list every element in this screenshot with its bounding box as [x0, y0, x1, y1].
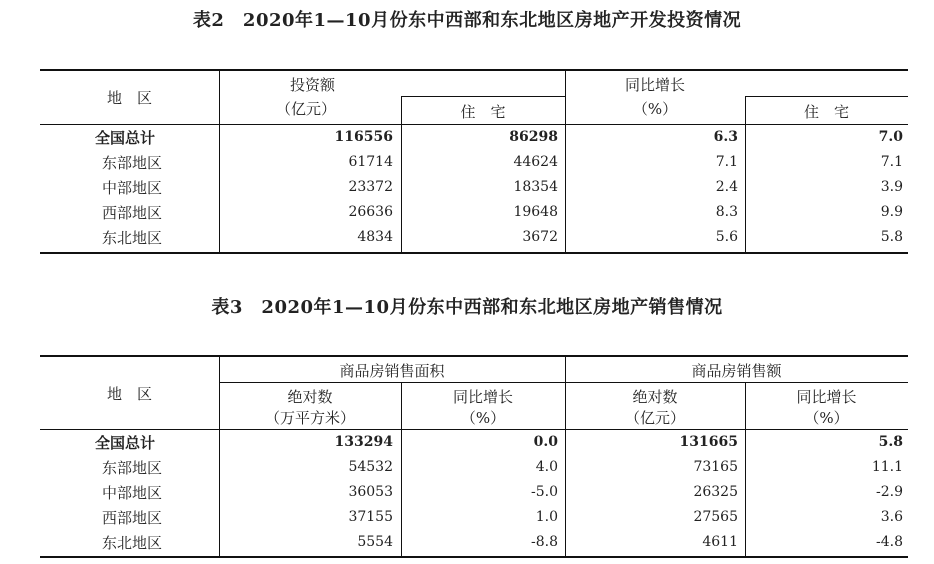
table3-row0-area-growth: 0.0 [533, 434, 558, 450]
table2-header-midrule [401, 96, 565, 97]
table3-bottom-rule [40, 556, 908, 558]
table2-row2-region: 中部地区 [102, 179, 163, 197]
table3-row0-area: 133294 [334, 434, 393, 450]
table3-row4-region: 东北地区 [102, 534, 163, 552]
table2-header-midrule-2 [745, 96, 908, 97]
table2-row1-residential: 44624 [513, 154, 558, 170]
table3-row1-area: 54532 [348, 459, 393, 475]
table2 [40, 69, 908, 255]
table3-header-area-abs: 绝对数 [287, 388, 333, 406]
table2-row1-investment: 61714 [348, 154, 393, 170]
table3-row1-region: 东部地区 [102, 459, 163, 477]
table3-header-sales-growth-unit: （%） [804, 409, 849, 427]
table3-row4-sales: 4611 [702, 534, 738, 550]
table2-title: 表2 2020年1—10月份东中西部和东北地区房地产开发投资情况 [192, 10, 742, 31]
table3-header-area-growth: 同比增长 [452, 388, 513, 406]
table2-row0-growth: 6.3 [713, 129, 738, 145]
table2-row3-growth-residential: 9.9 [880, 204, 903, 220]
table3-group-rule [219, 382, 908, 383]
table2-row4-residential: 3672 [522, 229, 558, 245]
table3-row3-region: 西部地区 [102, 509, 163, 527]
table3-row3-sales-growth: 3.6 [880, 509, 903, 525]
table2-row0-region: 全国总计 [95, 129, 156, 147]
table3-row4-area-growth: -8.8 [531, 534, 558, 550]
table2-row3-investment: 26636 [348, 204, 393, 220]
table2-row0-residential: 86298 [509, 129, 558, 145]
table2-header-growth-unit: （%） [632, 100, 678, 118]
table3-header-area-abs-unit: （万平方米） [264, 409, 355, 427]
table2-row2-investment: 23372 [348, 179, 393, 195]
table3-row1-area-growth: 4.0 [535, 459, 558, 475]
table2-row1-growth: 7.1 [715, 154, 738, 170]
table2-header-residential: 住 宅 [460, 103, 506, 121]
table2-top-rule [40, 69, 908, 71]
table2-vline-3 [565, 69, 566, 254]
table3-row1-sales-growth: 11.1 [871, 459, 903, 475]
table3-row2-area: 36053 [348, 484, 393, 500]
table2-row3-growth: 8.3 [715, 204, 738, 220]
table2-row1-region: 东部地区 [102, 154, 163, 172]
table3-header-sales-group: 商品房销售额 [691, 362, 782, 380]
table3 [40, 355, 908, 560]
table2-header-investment-unit: （亿元） [276, 100, 337, 118]
table3-row4-area: 5554 [357, 534, 393, 550]
table3-header-area-group: 商品房销售面积 [339, 362, 445, 380]
table2-row0-investment: 116556 [334, 129, 393, 145]
table3-row0-sales-growth: 5.8 [878, 434, 903, 450]
table3-top-rule [40, 355, 908, 357]
table2-row1-growth-residential: 7.1 [880, 154, 903, 170]
table2-row4-region: 东北地区 [102, 229, 163, 247]
table2-vline-1 [219, 69, 220, 254]
table3-row2-area-growth: -5.0 [531, 484, 558, 500]
table3-header-area-growth-unit: （%） [460, 409, 506, 427]
table3-row3-area-growth: 1.0 [535, 509, 558, 525]
table2-bottom-rule [40, 252, 908, 254]
table2-header-region: 地 区 [106, 89, 152, 107]
table3-row2-sales: 26325 [693, 484, 738, 500]
table3-row3-sales: 27565 [693, 509, 738, 525]
table2-row4-growth-residential: 5.8 [880, 229, 903, 245]
table3-row4-sales-growth: -4.8 [876, 534, 903, 550]
table3-header-rule [40, 429, 908, 430]
table2-header-investment: 投资额 [290, 76, 336, 94]
table2-row2-residential: 18354 [513, 179, 558, 195]
table3-row0-region: 全国总计 [95, 434, 156, 452]
table3-header-sales-abs-unit: （亿元） [624, 409, 685, 427]
table3-title: 表3 2020年1—10月份东中西部和东北地区房地产销售情况 [211, 297, 723, 318]
table2-row0-growth-residential: 7.0 [878, 129, 903, 145]
table3-row3-area: 37155 [348, 509, 393, 525]
table2-row3-residential: 19648 [513, 204, 558, 220]
table2-row4-growth: 5.6 [715, 229, 738, 245]
table3-row2-region: 中部地区 [102, 484, 163, 502]
table2-row4-investment: 4834 [357, 229, 393, 245]
table2-header-rule [40, 124, 908, 125]
table2-row2-growth-residential: 3.9 [880, 179, 903, 195]
table3-row2-sales-growth: -2.9 [876, 484, 903, 500]
table2-header-growth-residential: 住 宅 [803, 103, 849, 121]
table2-header-growth: 同比增长 [624, 76, 685, 94]
table3-header-region: 地 区 [106, 385, 152, 403]
table3-row0-sales: 131665 [679, 434, 738, 450]
table2-row3-region: 西部地区 [102, 204, 163, 222]
table3-header-sales-growth: 同比增长 [796, 388, 857, 406]
table3-header-sales-abs: 绝对数 [632, 388, 678, 406]
table3-row1-sales: 73165 [693, 459, 738, 475]
table2-row2-growth: 2.4 [715, 179, 738, 195]
